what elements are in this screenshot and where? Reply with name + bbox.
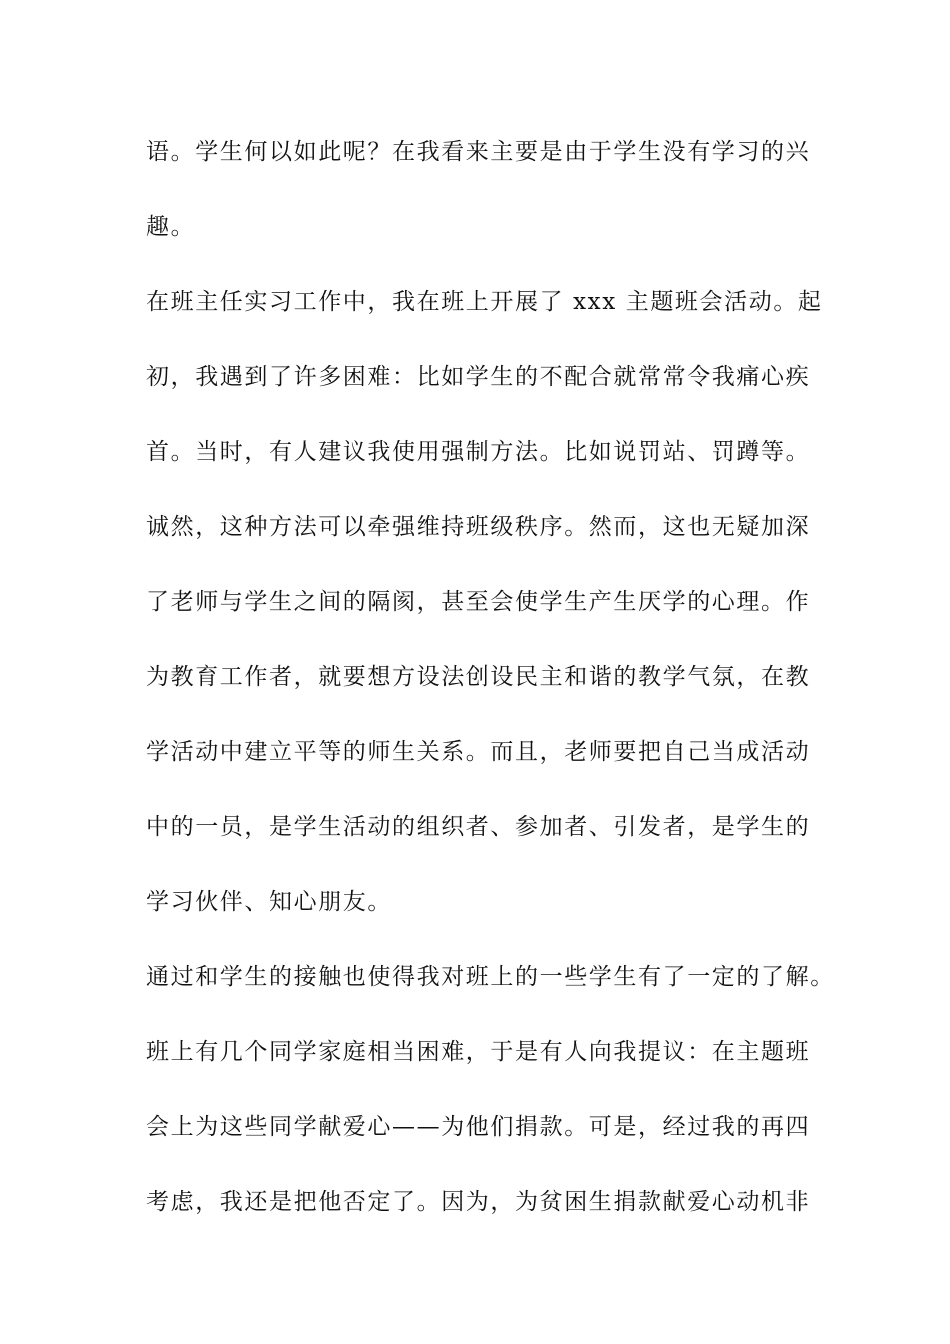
text-line: 为教育工作者，就要想方设法创设民主和谐的教学气氛，在教: [146, 664, 811, 690]
text-line: 考虑，我还是把他否定了。因为，为贫困生捐款献爱心动机非: [146, 1189, 811, 1215]
text-line: 诚然，这种方法可以牵强维持班级秩序。然而，这也无疑加深: [146, 514, 811, 540]
text-line: 中的一员，是学生活动的组织者、参加者、引发者，是学生的: [146, 814, 811, 840]
text-line: 初，我遇到了许多困难：比如学生的不配合就常常令我痛心疾: [146, 364, 811, 390]
text-line: 了老师与学生之间的隔阂，甚至会使学生产生厌学的心理。作: [146, 589, 811, 615]
text-line: 班上有几个同学家庭相当困难，于是有人向我提议：在主题班: [146, 1039, 811, 1065]
text-line: 在班主任实习工作中，我在班上开展了 xxx 主题班会活动。起: [146, 289, 823, 315]
text-line: 语。学生何以如此呢？在我看来主要是由于学生没有学习的兴: [146, 139, 811, 165]
text-line: 首。当时，有人建议我使用强制方法。比如说罚站、罚蹲等。: [146, 439, 811, 465]
text-line: 学习伙伴、知心朋友。: [146, 889, 392, 915]
text-line: 学活动中建立平等的师生关系。而且，老师要把自己当成活动: [146, 739, 811, 765]
text-line: 会上为这些同学献爱心——为他们捐款。可是，经过我的再四: [146, 1114, 811, 1140]
text-line: 通过和学生的接触也使得我对班上的一些学生有了一定的了解。: [146, 964, 835, 990]
text-line: 趣。: [146, 214, 196, 240]
